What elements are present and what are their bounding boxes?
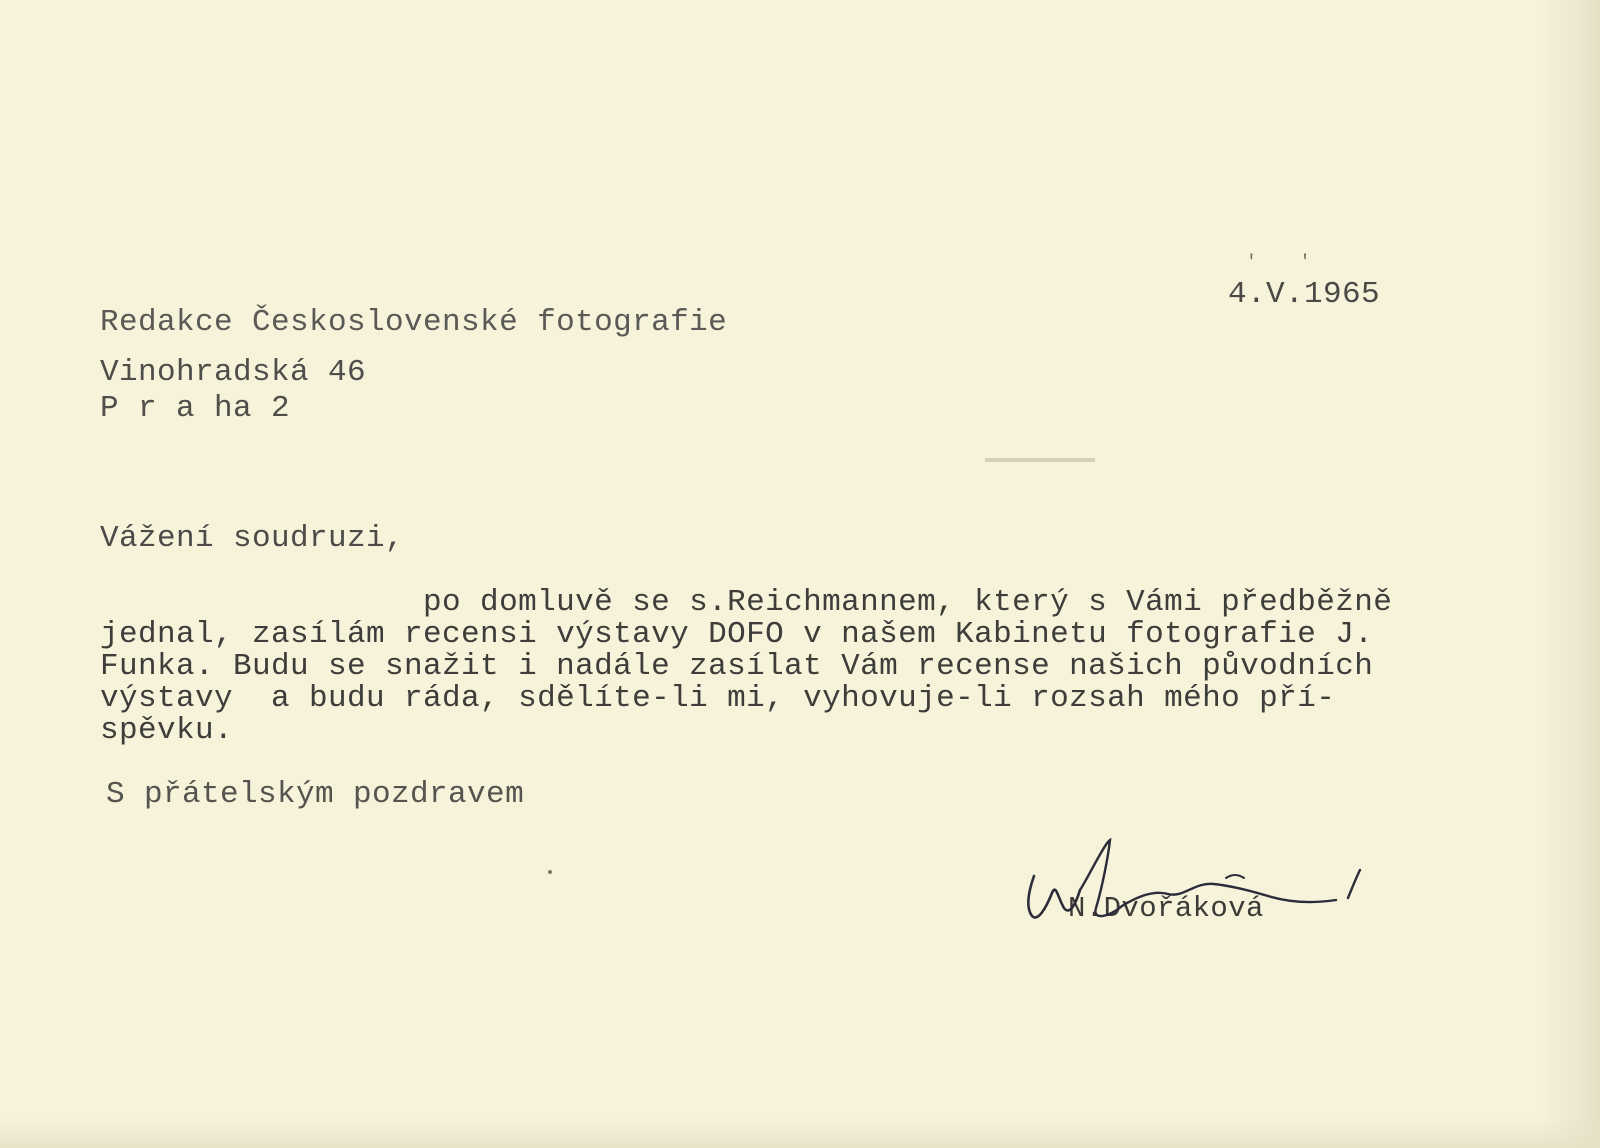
salutation: Vážení soudruzi, (100, 521, 405, 556)
paper-edge-shadow (1540, 0, 1600, 1148)
body-line: výstavy a budu ráda, sdělíte-li mi, vyhovuje-li rozsah mého pří- (100, 681, 1336, 716)
paper-smudge (985, 458, 1095, 462)
date-ticks: ' ' (1246, 253, 1327, 273)
letter-date: 4.V.1965 (1228, 277, 1381, 312)
recipient-name: Redakce Československé fotografie (100, 305, 728, 340)
closing: S přátelským pozdravem (106, 777, 525, 812)
recipient-street: Vinohradská 46 (100, 355, 367, 390)
body-line: spěvku. (100, 713, 234, 748)
recipient-city: P r a ha 2 (100, 391, 291, 426)
typed-signature-name: N.Dvořáková (1068, 892, 1264, 925)
body-line: po domluvě se s.Reichmannem, který s Vámi předběžně (100, 585, 1393, 620)
body-line: jednal, zasílám recensi výstavy DOFO v našem Kabinetu fotografie J. (100, 617, 1374, 652)
body-line: Funka. Budu se snažit i nadále zasílat Vám recense našich původních (100, 649, 1374, 684)
handwritten-signature (1018, 838, 1378, 948)
paper-bottom-shadow (0, 1118, 1600, 1148)
stray-mark (548, 870, 552, 874)
